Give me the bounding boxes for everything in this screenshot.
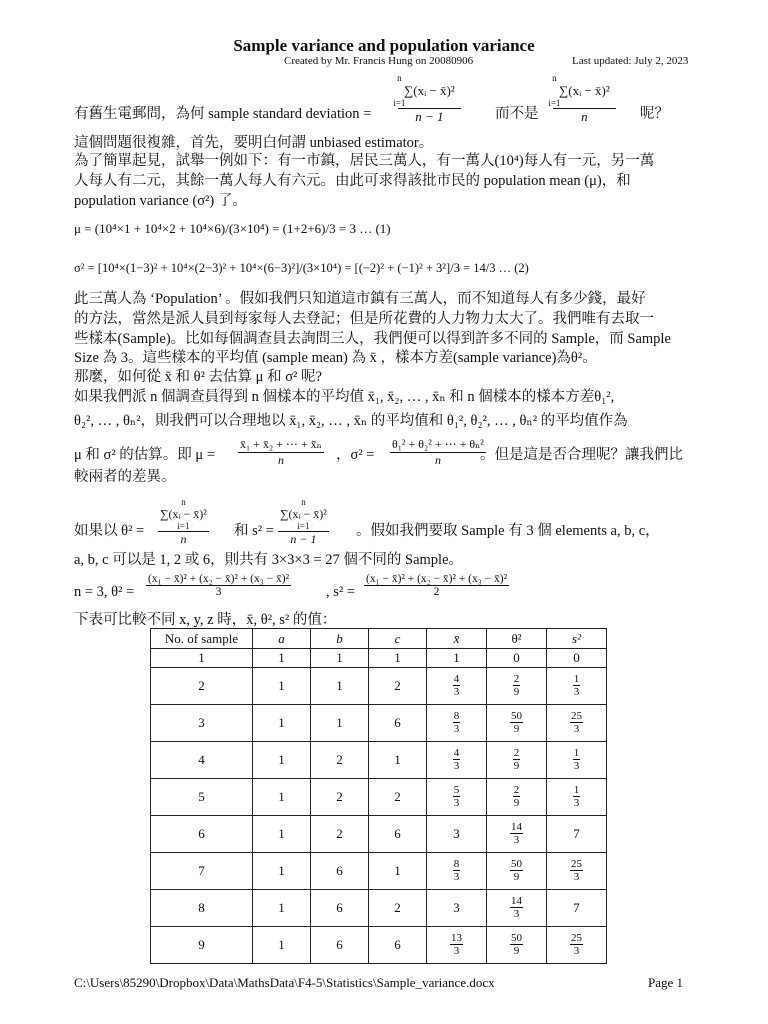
table-cell: 1 bbox=[253, 649, 311, 668]
table-cell: 2 bbox=[311, 742, 369, 779]
table-row bbox=[151, 742, 607, 779]
fraction-numerator: 1 bbox=[573, 673, 580, 685]
table-cell: 1 bbox=[369, 742, 427, 779]
table-cell: 5 bbox=[151, 779, 253, 816]
fraction-value bbox=[573, 784, 581, 809]
paragraph-line: a, b, c 可以是 1, 2 或 6，則共有 3×3×3 = 27 個不同的 Sample。 bbox=[74, 552, 464, 568]
fraction-numerator: 50 bbox=[511, 932, 522, 944]
paragraph-line: θ₂², … , θₙ²，則我們可以合理地以 x̄₁, x̄₂, … , x̄ₙ 的平均值和 θ₁², θ₂², … , θₙ² 的平均值作為 bbox=[74, 413, 628, 429]
table-cell: 1 bbox=[311, 649, 369, 668]
table-cell: 7 bbox=[151, 853, 253, 890]
fraction-denominator: 3 bbox=[573, 945, 580, 957]
sum-upper: n bbox=[301, 497, 306, 507]
table-cell: 4 bbox=[151, 742, 253, 779]
table-cell: 2 bbox=[311, 816, 369, 853]
fraction-value bbox=[510, 821, 523, 846]
table-cell bbox=[427, 705, 487, 742]
definition-text: 如果以 θ² = bbox=[74, 523, 145, 539]
table-cell: 2 bbox=[151, 668, 253, 705]
fraction-value bbox=[450, 932, 463, 957]
instead-of-text: 而不是 bbox=[495, 106, 539, 122]
table-cell: 1 bbox=[369, 649, 427, 668]
fraction-denominator: 9 bbox=[513, 686, 520, 698]
fraction-value bbox=[510, 710, 523, 735]
fraction-numerator: 14 bbox=[511, 821, 522, 833]
header-s2: s² bbox=[547, 629, 607, 649]
table-row bbox=[151, 705, 607, 742]
fraction-numerator: 25 bbox=[571, 858, 582, 870]
table-cell: 9 bbox=[151, 927, 253, 964]
fraction-denominator: 3 bbox=[453, 945, 460, 957]
fraction-denominator: 9 bbox=[513, 723, 520, 735]
paragraph-line: population variance (σ²) 了。 bbox=[74, 193, 247, 209]
fraction-denominator: 3 bbox=[513, 834, 520, 846]
sum-expression: ∑(xᵢ − x̄)² bbox=[160, 507, 207, 521]
fraction-numerator: 5 bbox=[453, 784, 460, 796]
fraction-denominator: 3 bbox=[513, 908, 520, 920]
table-cell: 1 bbox=[253, 890, 311, 927]
numerator: x̄₁ + x̄₂ + ⋯ + x̄ₙ bbox=[240, 437, 322, 451]
fraction-value bbox=[570, 858, 583, 883]
paragraph-line: 的方法，當然是派人員到每家每人去登記；但是所花費的人力物力太大了。我們唯有去取一 bbox=[74, 311, 654, 327]
table-cell: 1 bbox=[311, 705, 369, 742]
page-number: Page 1 bbox=[648, 975, 684, 990]
table-cell bbox=[487, 853, 547, 890]
fraction-numerator: 4 bbox=[453, 747, 460, 759]
fraction-value bbox=[513, 747, 521, 772]
fraction-numerator: 25 bbox=[571, 932, 582, 944]
table-cell bbox=[427, 927, 487, 964]
fraction-value bbox=[453, 747, 461, 772]
table-cell: 1 bbox=[253, 816, 311, 853]
fraction-denominator: 9 bbox=[513, 945, 520, 957]
fraction-numerator: 13 bbox=[451, 932, 462, 944]
table-cell: 3 bbox=[427, 816, 487, 853]
paragraph-line: Size 為 3。這些樣本的平均值 (sample mean) 為 x̄ ，樣本方差(sample variance)為θ²。 bbox=[74, 350, 597, 366]
sum-lower: i=1 bbox=[548, 98, 561, 108]
sample-sd-formula bbox=[393, 73, 461, 125]
fraction-denominator: 3 bbox=[573, 723, 580, 735]
sigma-text: ，σ² = bbox=[336, 447, 375, 463]
page-title: Sample variance and population variance bbox=[233, 36, 535, 55]
denominator-n-minus-1: n − 1 bbox=[415, 109, 444, 124]
fraction-denominator: 3 bbox=[453, 760, 460, 772]
paragraph-line: 那麼，如何從 x̄ 和 θ² 去估算 μ 和 σ² 呢? bbox=[74, 369, 322, 385]
sum-upper: n bbox=[181, 497, 186, 507]
fraction-numerator: 4 bbox=[453, 673, 460, 685]
fraction-denominator: 3 bbox=[573, 686, 580, 698]
numerator: θ₁² + θ₂² + ⋯ + θₙ² bbox=[392, 437, 484, 451]
table-cell: 1 bbox=[253, 927, 311, 964]
table-cell: 3 bbox=[151, 705, 253, 742]
fraction-numerator: 2 bbox=[513, 673, 520, 685]
table-cell bbox=[487, 779, 547, 816]
fraction-denominator: 3 bbox=[453, 797, 460, 809]
numerator: (x₁ − x̄)² + (x₂ − x̄)² + (x₃ − x̄)² bbox=[148, 573, 290, 585]
table-cell: 6 bbox=[369, 927, 427, 964]
fraction-numerator: 25 bbox=[571, 710, 582, 722]
table-row bbox=[151, 853, 607, 890]
table-row bbox=[151, 668, 607, 705]
fraction-denominator: 3 bbox=[573, 871, 580, 883]
fraction-value bbox=[510, 932, 523, 957]
fraction-numerator: 8 bbox=[453, 710, 460, 722]
table-cell: 7 bbox=[547, 816, 607, 853]
fraction-denominator: 3 bbox=[573, 760, 580, 772]
table-cell: 2 bbox=[369, 668, 427, 705]
sum-expression: ∑(xᵢ − x̄)² bbox=[559, 83, 610, 98]
table-cell: 2 bbox=[311, 779, 369, 816]
header-c: c bbox=[369, 629, 427, 649]
table-cell: 2 bbox=[369, 890, 427, 927]
table-cell: 0 bbox=[547, 649, 607, 668]
fraction-denominator: 3 bbox=[573, 797, 580, 809]
table-cell bbox=[547, 668, 607, 705]
table-cell: 6 bbox=[369, 816, 427, 853]
table-cell bbox=[487, 705, 547, 742]
estimate-text: μ 和 σ² 的估算。即 μ = bbox=[74, 447, 216, 463]
table-cell bbox=[487, 816, 547, 853]
sum-expression: ∑(xᵢ − x̄)² bbox=[280, 507, 327, 521]
paragraph-line: 較兩者的差異。 bbox=[74, 469, 176, 485]
table-cell: 1 bbox=[311, 668, 369, 705]
created-by: Created by Mr. Francis Hung on 20080906 bbox=[284, 55, 474, 67]
fraction-denominator: 9 bbox=[513, 797, 520, 809]
fraction-numerator: 1 bbox=[573, 747, 580, 759]
table-cell: 1 bbox=[253, 742, 311, 779]
table-cell bbox=[547, 742, 607, 779]
table-cell bbox=[427, 668, 487, 705]
table-cell: 6 bbox=[369, 705, 427, 742]
population-sd-formula bbox=[548, 73, 616, 125]
n3-text: n = 3, θ² = bbox=[74, 584, 135, 600]
table-cell bbox=[547, 853, 607, 890]
fraction-numerator: 50 bbox=[511, 858, 522, 870]
fraction-numerator: 14 bbox=[511, 895, 522, 907]
table-cell bbox=[427, 742, 487, 779]
table-cell bbox=[547, 779, 607, 816]
table-cell: 6 bbox=[151, 816, 253, 853]
fraction-denominator: 9 bbox=[513, 871, 520, 883]
table-cell bbox=[487, 927, 547, 964]
table-row bbox=[151, 927, 607, 964]
denominator: n − 1 bbox=[290, 532, 317, 546]
denominator: 2 bbox=[433, 586, 440, 598]
table-cell: 1 bbox=[369, 853, 427, 890]
fraction-value bbox=[453, 710, 461, 735]
denominator: n bbox=[180, 532, 187, 546]
denominator: n bbox=[277, 453, 284, 467]
s-three-formula bbox=[364, 573, 509, 598]
denominator-n: n bbox=[581, 109, 588, 124]
paragraph-line: 這個問題很複雜，首先，要明白何謂 unbiased estimator。 bbox=[74, 135, 434, 151]
fraction-numerator: 50 bbox=[511, 710, 522, 722]
fraction-value bbox=[570, 932, 583, 957]
table-cell: 0 bbox=[487, 649, 547, 668]
paragraph-line: 些樣本(Sample)。比如每個調查員去詢問三人，我們便可以得到許多不同的 Sample，而 Sample bbox=[74, 331, 671, 347]
sum-lower: i=1 bbox=[177, 521, 190, 531]
table-cell: 1 bbox=[253, 853, 311, 890]
question-end: 呢？ bbox=[640, 106, 669, 122]
fraction-value bbox=[513, 784, 521, 809]
sum-upper: n bbox=[397, 73, 402, 83]
mean-estimator-fraction bbox=[238, 437, 324, 468]
fraction-denominator: 3 bbox=[453, 871, 460, 883]
table-cell bbox=[547, 927, 607, 964]
denominator: 3 bbox=[215, 586, 222, 598]
table-cell bbox=[427, 853, 487, 890]
fraction-value bbox=[453, 858, 461, 883]
sum-lower: i=1 bbox=[297, 521, 310, 531]
last-updated: Last updated: July 2, 2023 bbox=[572, 55, 689, 67]
fraction-value bbox=[453, 673, 461, 698]
table-cell: 6 bbox=[311, 927, 369, 964]
table-cell: 1 bbox=[151, 649, 253, 668]
header-sample-no: No. of sample bbox=[151, 629, 253, 649]
equation-variance: σ² = [10⁴×(1−3)² + 10⁴×(2−3)² + 10⁴×(6−3)²]/(3×10⁴) = [(−2)² + (−1)² + 3²]/3 = 14/3 … (2) bbox=[74, 261, 529, 275]
table-row bbox=[151, 649, 607, 668]
header-theta2: θ² bbox=[487, 629, 547, 649]
table-cell: 6 bbox=[311, 853, 369, 890]
theta-formula bbox=[158, 498, 209, 547]
table-cell: 1 bbox=[253, 668, 311, 705]
table-cell bbox=[427, 779, 487, 816]
sum-lower: i=1 bbox=[393, 98, 406, 108]
header-xbar: x̄ bbox=[427, 629, 487, 649]
fraction-numerator: 8 bbox=[453, 858, 460, 870]
denominator: n bbox=[434, 453, 441, 467]
fraction-denominator: 3 bbox=[453, 686, 460, 698]
fraction-value bbox=[573, 673, 581, 698]
sum-expression: ∑(xᵢ − x̄)² bbox=[404, 83, 455, 98]
s-three-text: , s² = bbox=[326, 584, 356, 600]
numerator: (x₁ − x̄)² + (x₂ − x̄)² + (x₃ − x̄)² bbox=[366, 573, 508, 585]
variance-estimator-fraction bbox=[390, 437, 486, 468]
fraction-value bbox=[573, 747, 581, 772]
fraction-denominator: 9 bbox=[513, 760, 520, 772]
fraction-numerator: 1 bbox=[573, 784, 580, 796]
fraction-value bbox=[513, 673, 521, 698]
header-b: b bbox=[311, 629, 369, 649]
intro-question: 有舊生電郵問，為何 sample standard deviation = bbox=[74, 106, 372, 122]
table-caption: 下表可比較不同 x, y, z 時，x̄, θ², s² 的值： bbox=[74, 612, 337, 628]
fraction-value bbox=[570, 710, 583, 735]
fraction-value bbox=[453, 784, 461, 809]
table-cell: 6 bbox=[311, 890, 369, 927]
fraction-numerator: 2 bbox=[513, 784, 520, 796]
fraction-numerator: 2 bbox=[513, 747, 520, 759]
table-cell bbox=[487, 668, 547, 705]
table-cell: 3 bbox=[427, 890, 487, 927]
table-header-row bbox=[151, 629, 607, 649]
header-a: a bbox=[253, 629, 311, 649]
fraction-denominator: 3 bbox=[453, 723, 460, 735]
table-row bbox=[151, 890, 607, 927]
file-path: C:\Users\85290\Dropbox\Data\MathsData\F4-5\Statistics\Sample_variance.docx bbox=[74, 975, 495, 990]
paragraph-line: 為了簡單起見，試舉一例如下：有一市鎮，居民三萬人，有一萬人(10⁴)每人有一元，另一萬 bbox=[74, 153, 655, 169]
fraction-value bbox=[510, 858, 523, 883]
paragraph-line: 如果我們派 n 個調查員得到 n 個樣本的平均值 x̄₁, x̄₂, … , x̄ₙ 和 n 個樣本的樣本方差θ₁², bbox=[74, 389, 615, 405]
sum-upper: n bbox=[552, 73, 557, 83]
equation-mean: μ = (10⁴×1 + 10⁴×2 + 10⁴×6)/(3×10⁴) = (1+2+6)/3 = 3 … (1) bbox=[74, 221, 391, 236]
s-formula bbox=[278, 498, 329, 547]
table-body bbox=[151, 649, 607, 964]
table-row bbox=[151, 779, 607, 816]
theta-three-formula bbox=[146, 573, 291, 598]
sample-table bbox=[150, 628, 607, 964]
table-cell: 8 bbox=[151, 890, 253, 927]
sample-elements-text: 。假如我們要取 Sample 有 3 個 elements a, b, c， bbox=[356, 523, 660, 539]
table-cell bbox=[487, 742, 547, 779]
table-cell: 1 bbox=[253, 779, 311, 816]
paragraph-line: 人每人有二元，其餘一萬人每人有六元。由此可求得該批市民的 population mean (μ)，和 bbox=[74, 173, 631, 189]
and-s-text: 和 s² = bbox=[234, 523, 274, 539]
paragraph-line: 此三萬人為 ‘Population’ 。假如我們只知道這市鎮有三萬人，而不知道每人有多少錢，最好 bbox=[74, 291, 646, 307]
table-cell: 7 bbox=[547, 890, 607, 927]
table-cell: 1 bbox=[253, 705, 311, 742]
table-row bbox=[151, 816, 607, 853]
table-cell bbox=[487, 890, 547, 927]
table-cell: 1 bbox=[427, 649, 487, 668]
table-cell: 2 bbox=[369, 779, 427, 816]
question-text: 。但是這是否合理呢？讓我們比 bbox=[480, 447, 683, 463]
table-cell bbox=[547, 705, 607, 742]
fraction-value bbox=[510, 895, 523, 920]
